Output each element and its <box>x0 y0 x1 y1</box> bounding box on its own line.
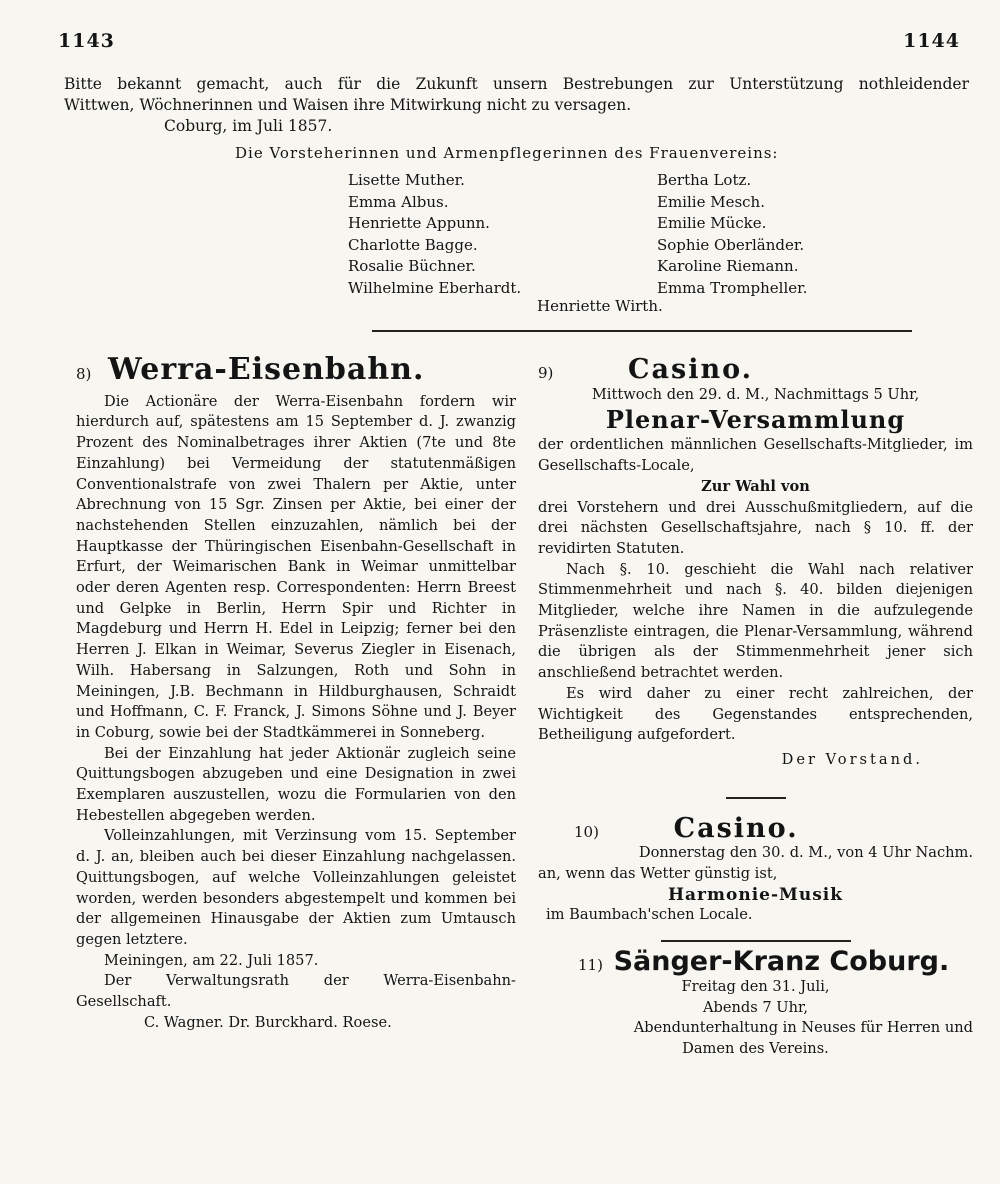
notice-number: 8) <box>76 365 92 383</box>
casino-signature: Der Vorstand. <box>781 750 923 768</box>
page-number-right: 1144 <box>903 30 960 52</box>
board-name: Lisette Muther. <box>348 171 465 189</box>
casino-subtitle: Plenar-Versammlung <box>605 405 906 435</box>
werra-signature-body: Der Verwaltungsrath der Werra-Eisenbahn-Gesellschaft. <box>76 972 516 1011</box>
board-name: Charlotte Bagge. <box>348 235 478 254</box>
names-right-column <box>657 170 807 299</box>
board-name: Emilie Mesch. <box>657 192 765 211</box>
casino-paragraph-4: Es wird daher zu einer recht zahlreichen, der Wichtigkeit des Gegenstandes entsprechenden, Betheiligung aufgefordert. <box>538 684 973 744</box>
casino2-subtitle: Harmonie-Musik <box>667 884 844 905</box>
intro-block <box>64 74 969 137</box>
board-name: Emilie Mücke. <box>657 214 767 232</box>
casino2-line-3: im Baumbach'schen Locale. <box>546 906 753 924</box>
notice-number: 10) <box>574 822 599 841</box>
werra-paragraph-1: Die Actionäre der Werra-Eisenbahn fordern wir hierdurch auf, spätestens am 15 September d. J. zwanzig Prozent des Nominalbetrages ihrer Aktien (7te und 8te Einzahlung) bei Vermeidung der statutenmäßigen Conventionalstrafe von zwei Thalern per Aktie, unter Abrechnung von 15 Sgr. Zinsen per Aktie, bei einer der nachstehenden Stellen einzuzahlen, nämlich bei der Hauptkasse der Thüringischen Eisenbahn-Gesellschaft in Erfurt, der Weimarischen Bank in Weimar unmittelbar oder deren Agenten resp. Correspondenten: Herrn Breest und Gelpke in Berlin, Herrn Spir und Richter in Magdeburg und Herrn H. Edel in Leipzig; ferner bei den Herren J. Elkan in Weimar, Severus Ziegler in Eisenach, Wilh. Habersang in Salzungen, Roth und Sohn in Meiningen, J.B. Bechmann in Hildburghausen, Schraidt und Hoffmann, C. F. Franck, J. Simons Söhne und J. Beyer in Coburg, sowie bei der Stadtkämmerei in Sonneberg. <box>76 392 516 741</box>
board-name: Sophie Oberländer. <box>657 235 805 254</box>
short-divider <box>726 797 786 799</box>
right-column <box>538 354 973 1060</box>
casino2-line-2: an, wenn das Wetter günstig ist, <box>538 865 778 883</box>
werra-signatories: C. Wagner. Dr. Burckhard. Roese. <box>144 1013 392 1031</box>
board-name: Wilhelmine Eberhardt. <box>348 278 522 297</box>
board-heading: Die Vorsteherinnen und Armenpflegerinnen des Frauenvereins: <box>235 144 779 162</box>
board-name: Bertha Lotz. <box>657 171 752 189</box>
board-name: Emma Trompheller. <box>657 278 808 297</box>
casino2-line-1: Donnerstag den 30. d. M., von 4 Uhr Nachm. <box>638 844 973 862</box>
saenger-line-3: Abendunterhaltung in Neuses für Herren und <box>633 1019 973 1037</box>
notice-title: Casino. <box>673 812 799 844</box>
casino-date: Mittwoch den 29. d. M., Nachmittags 5 Uhr, <box>591 385 920 403</box>
intro-place-date: Coburg, im Juli 1857. <box>164 117 333 135</box>
board-name-last: Henriette Wirth. <box>537 297 663 315</box>
casino-notice-1 <box>538 354 973 771</box>
short-divider <box>661 940 851 942</box>
casino-paragraph-2: drei Vorstehern und drei Ausschußmitgliedern, auf die drei nächsten Gesellschaftsjahre, nach § 10. ff. der revidirten Statuten. <box>538 498 973 557</box>
casino-notice-2 <box>538 812 973 927</box>
section-divider <box>372 330 912 332</box>
casino-wahl: Zur Wahl von <box>701 477 810 495</box>
casino-paragraph-1: der ordentlichen männlichen Gesellschafts-Mitglieder, im Gesellschafts-Locale, <box>538 436 973 475</box>
saenger-line-2: Abends 7 Uhr, <box>702 998 809 1016</box>
board-name: Henriette Appunn. <box>348 214 490 232</box>
board-name: Emma Albus. <box>348 192 449 211</box>
intro-line-2: Wittwen, Wöchnerinnen und Waisen ihre Mitwirkung nicht zu versagen. <box>64 96 632 114</box>
saenger-line-4: Damen des Vereins. <box>682 1039 829 1057</box>
intro-line-1: Bitte bekannt gemacht, auch für die Zukunft unsern Bestrebungen zur Unterstützung nothleidender <box>64 75 969 93</box>
saenger-line-1: Freitag den 31. Juli, <box>681 977 830 995</box>
notice-number: 9) <box>538 364 554 382</box>
notice-title: Sänger-Kranz Coburg. <box>613 946 950 978</box>
werra-paragraph-2: Bei der Einzahlung hat jeder Aktionär zugleich seine Quittungsbogen abzugeben und eine Designation in zwei Exemplaren auszustellen, wozu die Formularien von den Hebestellen abgegeben werden. <box>76 744 516 824</box>
notice-number: 11) <box>578 956 603 975</box>
casino-paragraph-3: Nach §. 10. geschieht die Wahl nach relativer Stimmenmehrheit und nach §. 40. bilden diejenigen Mitglieder, welche ihre Namen in die aufzulegende Präsenzliste eintragen, die Plenar-Versammlung, während die übrigen als der Stimmenmehrheit jener sich anschließend betrachtet werden. <box>538 560 973 682</box>
werra-eisenbahn-notice <box>76 352 516 1034</box>
werra-paragraph-3: Volleinzahlungen, mit Verzinsung vom 15. September d. J. an, bleiben auch bei dieser Einzahlung nachgelassen. Quittungsbogen, auf welche Volleinzahlungen geleistet worden, werden besonders abgestempelt und kommen bei der allgemeinen Hinausgabe der Aktien zum Umtausch gegen letztere. <box>76 827 516 948</box>
board-name: Karoline Riemann. <box>657 257 799 275</box>
board-name: Rosalie Büchner. <box>348 257 476 275</box>
names-left-column <box>348 170 521 299</box>
notice-title: Casino. <box>628 354 754 385</box>
werra-place-date: Meiningen, am 22. Juli 1857. <box>104 951 319 969</box>
page-number-left: 1143 <box>58 30 115 52</box>
saenger-kranz-notice <box>538 946 973 1060</box>
notice-title: Werra-Eisenbahn. <box>108 352 425 387</box>
